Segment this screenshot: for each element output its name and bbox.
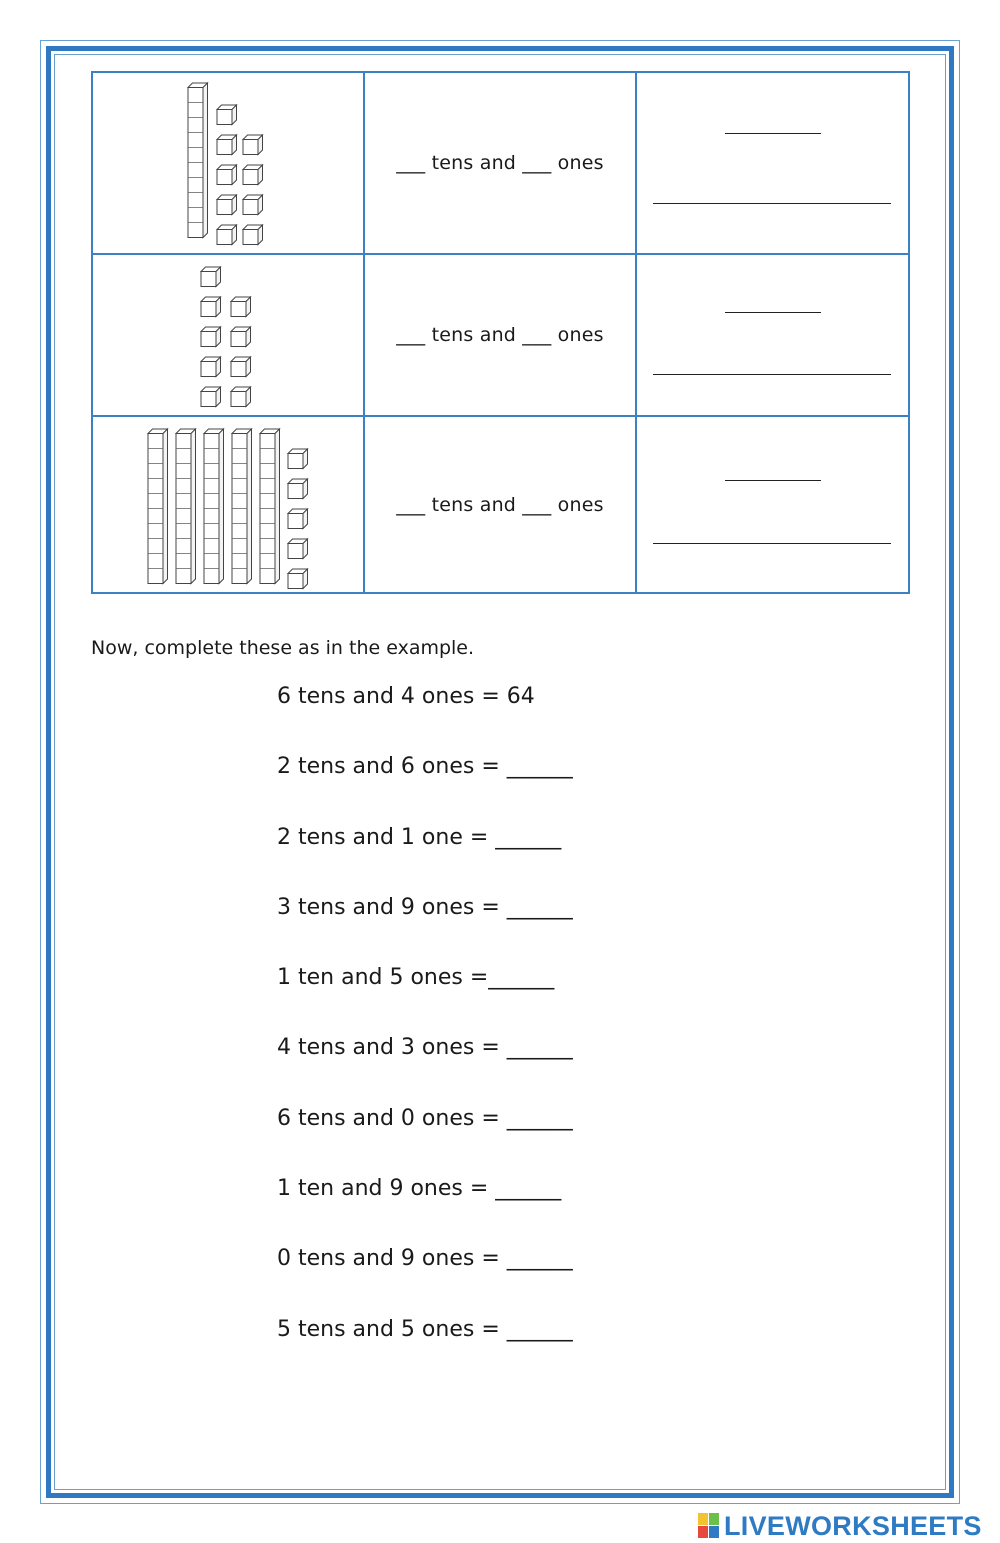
- tens-ones-prompt: ___ tens and ___ ones: [364, 254, 636, 416]
- unit-cube: [201, 267, 221, 287]
- table-row: [92, 416, 909, 593]
- number-answer-line[interactable]: [725, 312, 821, 313]
- blocks-picture-cell: [92, 254, 364, 416]
- equation-item: 1 ten and 9 ones = ______: [277, 1176, 562, 1202]
- liveworksheets-logo-text: LIVEWORKSHEETS: [724, 1510, 982, 1541]
- unit-cube: [231, 357, 251, 377]
- blocks-picture-cell: [92, 72, 364, 254]
- equation-item: 2 tens and 6 ones = ______: [277, 754, 573, 780]
- base-ten-blocks-image: [93, 417, 365, 592]
- unit-cube: [231, 327, 251, 347]
- unit-cube: [201, 387, 221, 407]
- equation-item: 0 tens and 9 ones = ______: [277, 1246, 573, 1272]
- unit-cube: [217, 135, 237, 155]
- tens-ones-prompt: ___ tens and ___ ones: [364, 72, 636, 254]
- base-ten-blocks-image: [93, 255, 365, 415]
- equation-item: 3 tens and 9 ones = ______: [277, 894, 573, 920]
- ten-rod: [260, 429, 280, 584]
- unit-cube: [288, 569, 308, 589]
- unit-cube: [217, 165, 237, 185]
- ten-rod: [176, 429, 196, 584]
- unit-cube: [217, 105, 237, 125]
- unit-cube: [201, 357, 221, 377]
- liveworksheets-logo: [698, 1510, 982, 1542]
- equation-item: 1 ten and 5 ones =______: [277, 965, 555, 991]
- table-row: [92, 72, 909, 254]
- word-answer-line[interactable]: [653, 543, 891, 544]
- word-answer-line[interactable]: [653, 374, 891, 375]
- answer-cell[interactable]: [636, 416, 909, 593]
- equation-item: 6 tens and 4 ones = 64: [277, 684, 535, 709]
- equation-item: 4 tens and 3 ones = ______: [277, 1035, 573, 1061]
- instruction-text: Now, complete these as in the example.: [91, 637, 475, 659]
- ten-rod: [148, 429, 168, 584]
- unit-cube: [201, 297, 221, 317]
- unit-cube: [217, 225, 237, 245]
- unit-cube: [288, 509, 308, 529]
- equation-item: 5 tens and 5 ones = ______: [277, 1316, 573, 1342]
- unit-cube: [231, 387, 251, 407]
- base-ten-blocks-table: [91, 71, 910, 594]
- unit-cube: [288, 449, 308, 469]
- unit-cube: [231, 297, 251, 317]
- answer-cell[interactable]: [636, 72, 909, 254]
- unit-cube: [243, 165, 263, 185]
- word-answer-line[interactable]: [653, 203, 891, 204]
- unit-cube: [243, 225, 263, 245]
- equation-item: 6 tens and 0 ones = ______: [277, 1105, 573, 1131]
- equation-item: 2 tens and 1 one = ______: [277, 824, 562, 850]
- ten-rod: [188, 83, 208, 238]
- unit-cube: [217, 195, 237, 215]
- unit-cube: [243, 135, 263, 155]
- number-answer-line[interactable]: [725, 133, 821, 134]
- tens-ones-prompt: ___ tens and ___ ones: [364, 416, 636, 593]
- answer-cell[interactable]: [636, 254, 909, 416]
- unit-cube: [288, 539, 308, 559]
- number-answer-line[interactable]: [725, 480, 821, 481]
- liveworksheets-logo-icon: [698, 1513, 720, 1539]
- table-row: [92, 254, 909, 416]
- ten-rod: [232, 429, 252, 584]
- ten-rod: [204, 429, 224, 584]
- unit-cube: [288, 479, 308, 499]
- unit-cube: [201, 327, 221, 347]
- base-ten-blocks-image: [93, 73, 365, 253]
- blocks-picture-cell: [92, 416, 364, 593]
- unit-cube: [243, 195, 263, 215]
- equation-list: [277, 680, 573, 1383]
